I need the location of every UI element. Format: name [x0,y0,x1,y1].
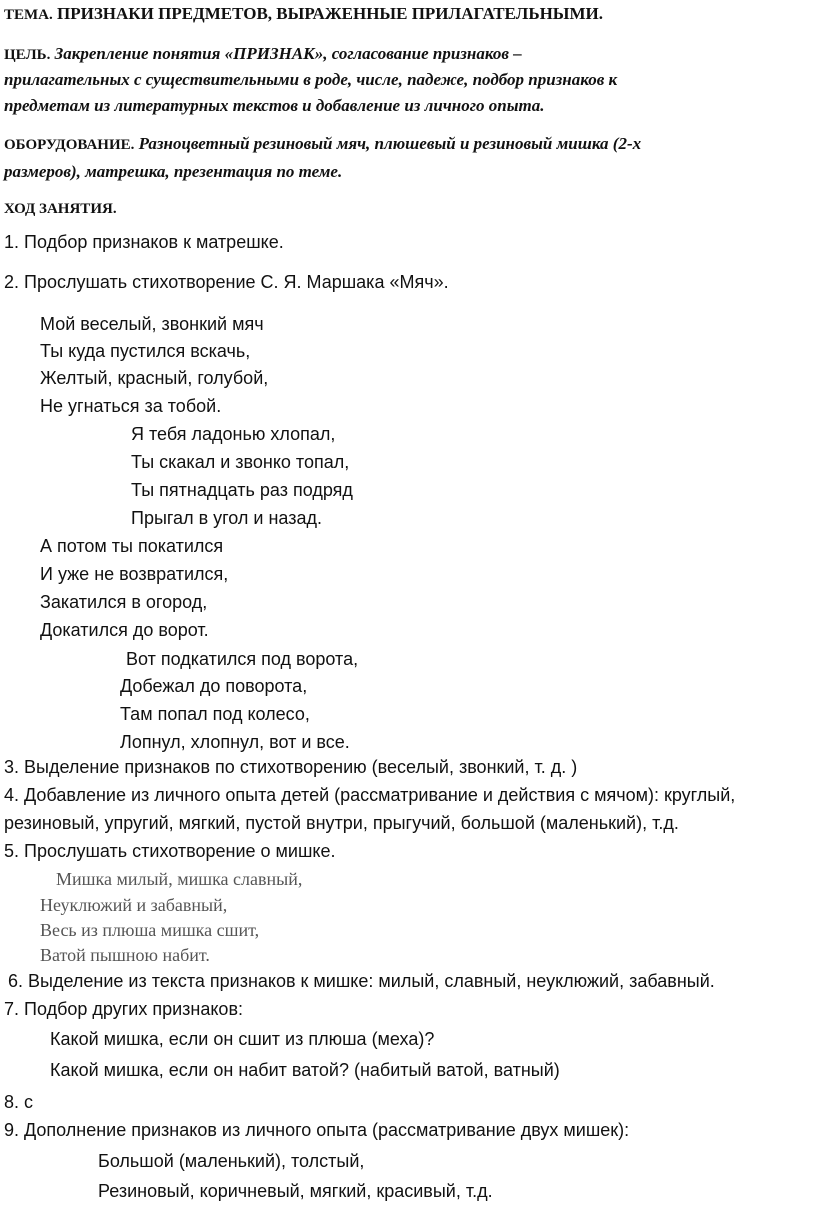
step-5: 5. Прослушать стихотворение о мишке. [4,841,336,861]
goal-text-1: Закрепление понятия «ПРИЗНАК», согласование признаков – [54,44,522,63]
poem-ball-line: Желтый, красный, голубой, [40,368,269,388]
step-3: 3. Выделение признаков по стихотворению (веселый, звонкий, т. д. ) [4,757,578,777]
poem-ball-line: Добежал до поворота, [120,676,308,696]
step-7-question-2: Какой мишка, если он набит ватой? (набитый ватой, ватный) [50,1060,560,1080]
goal-line-3: предметам из литературных текстов и добавление из личного опыта. [4,96,545,115]
step-9-answer-2: Резиновый, коричневый, мягкий, красивый, т.д. [98,1181,493,1201]
course-label: ХОД ЗАНЯТИЯ. [4,201,117,217]
step-9-answer-1: Большой (маленький), толстый, [98,1151,365,1171]
equipment-line-2: размеров), матрешка, презентация по теме. [4,162,343,181]
step-2: 2. Прослушать стихотворение С. Я. Маршака «Мяч». [4,272,449,292]
step-7-question-1: Какой мишка, если он сшит из плюша (меха)? [50,1029,435,1049]
course-heading [4,198,117,218]
poem-bear-line: Весь из плюша мишка сшит, [40,920,260,940]
step-8: 8. с [4,1092,34,1112]
poem-ball-line: Я тебя ладонью хлопал, [131,424,336,444]
step-6: 6. Выделение из текста признаков к мишке: милый, славный, неуклюжий, забавный. [8,971,715,991]
poem-bear-line: Мишка милый, мишка славный, [56,869,303,889]
equipment-text-1: Разноцветный резиновый мяч, плюшевый и резиновый мишка (2-х [138,134,642,153]
poem-ball-line: Ты куда пустился вскачь, [40,341,251,361]
poem-ball-line: Докатился до ворот. [40,620,209,640]
goal-label: ЦЕЛЬ. [4,47,51,63]
poem-ball-line: Вот подкатился под ворота, [126,649,359,669]
theme-line [4,4,603,24]
step-4-line-2: резиновый, упругий, мягкий, пустой внутри, прыгучий, большой (маленький), т.д. [4,813,679,833]
poem-ball-line: Не угнаться за тобой. [40,396,222,416]
poem-ball-line: Мой веселый, звонкий мяч [40,314,264,334]
poem-ball-line: Там попал под колесо, [120,704,310,724]
step-7: 7. Подбор других признаков: [4,999,244,1019]
poem-ball-line: Ты скакал и звонко топал, [131,452,350,472]
step-1: 1. Подбор признаков к матрешке. [4,232,284,252]
goal-line-1 [4,44,522,64]
step-9: 9. Дополнение признаков из личного опыта (рассматривание двух мишек): [4,1120,630,1140]
equipment-label: ОБОРУДОВАНИЕ. [4,137,135,153]
step-4-line-1: 4. Добавление из личного опыта детей (рассматривание и действия с мячом): круглый, [4,785,736,805]
equipment-line-1 [4,134,641,154]
poem-ball-line: Прыгал в угол и назад. [131,508,322,528]
poem-bear-line: Ватой пышною набит. [40,945,210,965]
goal-line-2: прилагательных с существительными в роде, числе, падеже, подбор признаков к [4,70,618,89]
theme-label: ТЕМА. [4,7,53,23]
poem-ball-line: А потом ты покатился [40,536,224,556]
poem-ball-line: Ты пятнадцать раз подряд [131,480,353,500]
poem-ball-line: Лопнул, хлопнул, вот и все. [120,732,350,752]
poem-ball-line: И уже не возвратился, [40,564,229,584]
poem-ball-line: Закатился в огород, [40,592,208,612]
theme-text: ПРИЗНАКИ ПРЕДМЕТОВ, ВЫРАЖЕННЫЕ ПРИЛАГАТЕЛЬНЫМИ. [57,4,604,23]
poem-bear-line: Неуклюжий и забавный, [40,895,228,915]
